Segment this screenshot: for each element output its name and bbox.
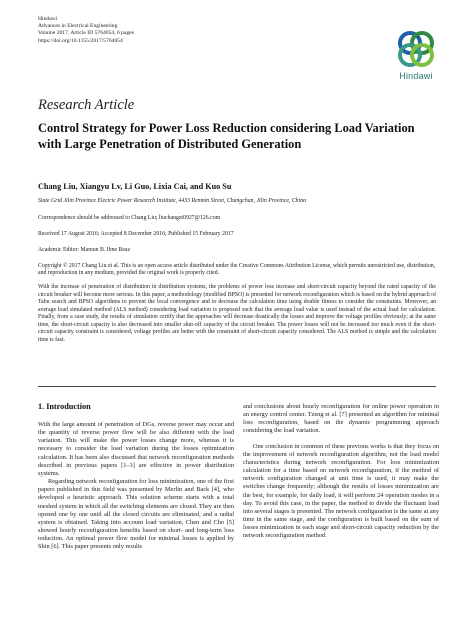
author-list: Chang Liu, Xiangyu Lv, Li Guo, Lixia Cai, and Kuo Su	[38, 182, 232, 191]
publication-dates: Received 17 August 2016; Accepted 8 December 2016; Published 15 February 2017	[38, 231, 234, 237]
journal-name: Advances in Electrical Engineering	[38, 23, 118, 30]
article-type: Research Article	[38, 97, 135, 113]
left-column	[38, 421, 234, 552]
academic-editor: Academic Editor: Mamun B. Ibne Reaz	[38, 247, 131, 253]
correspondence: Correspondence should be addressed to Chang Liu; liuchangzt0927@126.com	[38, 215, 221, 221]
section-divider	[38, 386, 436, 387]
right-column	[243, 403, 439, 541]
publisher-name: Hindawi	[38, 16, 58, 22]
volume-line: Volume 2017, Article ID 5764054, 6 pages	[38, 30, 134, 37]
body-paragraph: Regarding network reconfiguration for loss minimization, one of the first papers published in this field was presented by Merlin and Back [4], who developed a heuristic approach. This solution scheme starts with a total meshed system in which all the switching elements are closed. They are then opened one by one until all the closed circuits are eliminated, and a radial system is obtained. Taking into account load variation, Chen and Cho [5] showed hourly reconfiguration benefits based on short- and long-term loss reduction. An optimal power flow model for minimal losses is applied by Shin [6]. This paper presents only results	[38, 478, 234, 551]
copyright-notice: Copyright © 2017 Chang Liu et al. This is an open access article distributed under the Creative Commons Attribution License, which permits unrestricted use, distribution, and reproduction in any medium, provided the original work is properly cited.	[38, 263, 436, 277]
abstract: With the increase of penetration of distribution in distribution systems, the problems of power loss increase and short-circuit capacity beyond the rated capacity of the circuit breaker will become more serious. In this paper, a methodology (modified BPSO) is presented for network reconfiguration which is based on the hybrid approach of Tabu search and BPSO algorithms to prevent the local convergence and to decrease the calculation time using double fitness to consider the constraints. Moreover, an average load simulated method (ALS method) considering load variation is proposed such that the average load value is used instead of the actual load for calculation. Finally, from a case study, the results of simulation certify that the approaches will decrease drastically the losses and improve the voltage profiles obviously; at the same time, the short-circuit capacity is also decreased into smaller shut-off capacity of the circuit breaker. The power losses will not be increased too much even if the short-circuit capacity constraint is considered; voltage profiles are better with the constraint of short-circuit capacity considered. The ALS method is simple and the calculation time is fast.	[38, 284, 436, 343]
body-paragraph: and conclusions about hourly reconfiguration for online power operation in an energy control center. Tzeng et al. [7] presented an algorithm for minimal loss reconfiguration, based on the dynamic programming approach considering the load variation.	[243, 403, 439, 435]
body-paragraph: One conclusion in common of these previous works is that they focus on the improvement of network reconfiguration algorithm, not the load model characteristics during network reconfiguration. For loss minimization calculation for a time based on network reconfiguration, if the method of network configuration changed at unit time is used, it may make the switches change frequently; although the results of losses minimization are the best, for example, for daily load, it will perform 24 operation modes in a day. To avoid this case, in the paper, the method to divide the fluctuant load into several stages is presented. The network configuration is the same at any time in the same stage, and the configuration is built based on the sum of losses minimization in each stage and short-circuit capacity reduction by the network reconfiguration method.	[243, 442, 439, 540]
publisher-logo	[388, 28, 444, 86]
body-paragraph: With the large amount of penetration of DGs, reverse power may occur and the quantity of reverse power flow will be also different with the load variation. This will make the power losses change more, whereas it is necessary to consider the load variation during the losses optimization calculation. It has been also discussed that network reconfiguration methods described in previous papers [1–3] are effective in power distribution systems.	[38, 421, 234, 477]
affiliation: State Grid Jilin Province Electric Power Research Institute, 4433 Renmin Street, Changchun, Jilin Province, China	[38, 198, 306, 204]
section-heading: 1. Introduction	[38, 402, 91, 411]
paper-title: Control Strategy for Power Loss Reduction considering Load Variation with Large Penetration of Distributed Generation	[38, 121, 415, 151]
doi-link[interactable]: https://doi.org/10.1155/2017/5764054	[38, 37, 123, 44]
hindawi-logo-icon	[395, 28, 437, 70]
journal-header	[38, 16, 134, 45]
logo-wordmark: Hindawi	[399, 71, 433, 81]
